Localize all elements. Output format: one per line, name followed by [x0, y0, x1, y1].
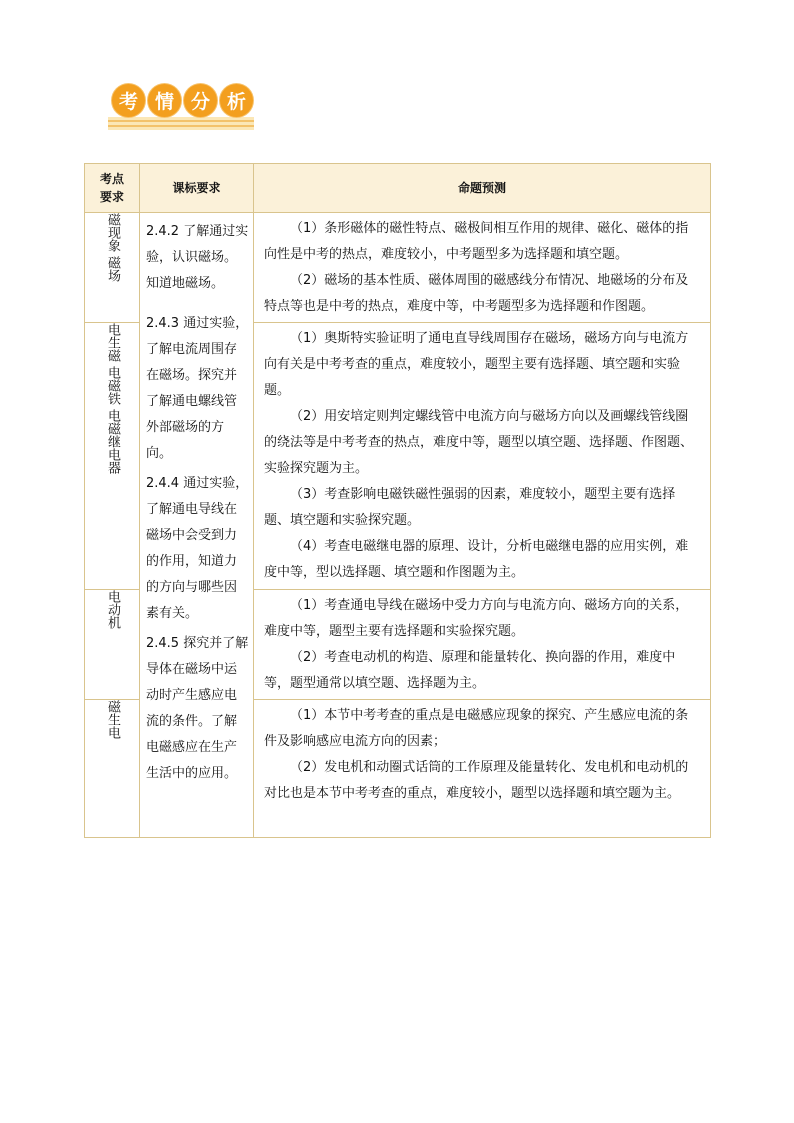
requirement-item: 2.4.2 了解通过实验，认识磁场。知道地磁场。 [146, 224, 249, 291]
exam-analysis-table [84, 163, 711, 838]
prediction-text: （2）用安培定则判定螺线管中电流方向与磁场方向以及画螺线管线圈的绕法等是中考考查的热点，难度中等，题型以填空题、选择题、作图题、实验探究题为主。 [264, 409, 694, 476]
table-row [85, 213, 711, 323]
header-topic [85, 164, 140, 213]
topic-cell [85, 213, 140, 323]
header-requirement: 课标要求 [140, 164, 254, 213]
requirement-item: 2.4.5 探究并了解导体在磁场中运动时产生感应电流的条件。了解电磁感应在生产生活中的应用。 [146, 636, 249, 781]
banner-char-3: 分 [184, 84, 217, 117]
prediction-cell [254, 213, 711, 323]
banner-char-1: 考 [112, 84, 145, 117]
prediction-cell [254, 700, 711, 838]
table-header-row [85, 164, 711, 213]
prediction-cell [254, 323, 711, 590]
header-topic-line2: 要求 [99, 190, 124, 204]
requirement-cell [140, 213, 254, 838]
prediction-text: （3）考查影响电磁铁磁性强弱的因素，难度较小，题型主要有选择题、填空题和实验探究题。 [264, 487, 676, 528]
prediction-text: （1）本节中考考查的重点是电磁感应现象的探究、产生感应电流的条件及影响感应电流方向的因素； [264, 708, 689, 749]
topic-cell [85, 590, 140, 700]
prediction-text: （4）考查电磁继电器的原理、设计，分析电磁继电器的应用实例，难度中等，型以选择题、填空题和作图题为主。 [264, 539, 689, 580]
prediction-text: （1）条形磁体的磁性特点、磁极间相互作用的规律、磁化、磁体的指向性是中考的热点，难度较小，中考题型多为选择题和填空题。 [264, 221, 689, 262]
banner-char-2: 情 [148, 84, 181, 117]
prediction-text: （2）磁场的基本性质、磁体周围的磁感线分布情况、地磁场的分布及特点等也是中考的热点，难度中等，中考题型多为选择题和作图题。 [264, 273, 689, 314]
topic-label: 磁生电 [105, 700, 120, 739]
prediction-text: （1）考查通电导线在磁场中受力方向与电流方向、磁场方向的关系，难度中等，题型主要有选择题和实验探究题。 [264, 598, 689, 639]
banner-char-4: 析 [220, 84, 253, 117]
header-prediction: 命题预测 [254, 164, 711, 213]
requirement-item: 2.4.4 通过实验，了解通电导线在磁场中会受到力的作用，知道力的方向与哪些因素有关。 [146, 476, 249, 621]
requirement-item: 2.4.3 通过实验，了解电流周围存在磁场。探究并了解通电螺线管外部磁场的方向。 [146, 316, 249, 461]
header-topic-line1: 考点 [99, 172, 124, 186]
topic-cell [85, 700, 140, 838]
topic-label: 电动机 [105, 590, 120, 629]
topic-label: 电生磁 电磁铁 电磁继电器 [105, 323, 120, 475]
topic-cell [85, 323, 140, 590]
topic-label: 磁现象 磁场 [105, 213, 120, 283]
prediction-cell [254, 590, 711, 700]
banner-underline-decoration [108, 117, 254, 130]
prediction-text: （2）考查电动机的构造、原理和能量转化、换向器的作用，难度中等，题型通常以填空题、选择题为主。 [264, 650, 676, 691]
section-banner [108, 82, 256, 132]
prediction-text: （1）奥斯特实验证明了通电直导线周围存在磁场，磁场方向与电流方向有关是中考考查的重点，难度较小，题型主要有选择题、填空题和实验题。 [264, 331, 689, 398]
prediction-text: （2）发电机和动圈式话筒的工作原理及能量转化、发电机和电动机的对比也是本节中考考查的重点，难度较小，题型以选择题和填空题为主。 [264, 760, 689, 801]
